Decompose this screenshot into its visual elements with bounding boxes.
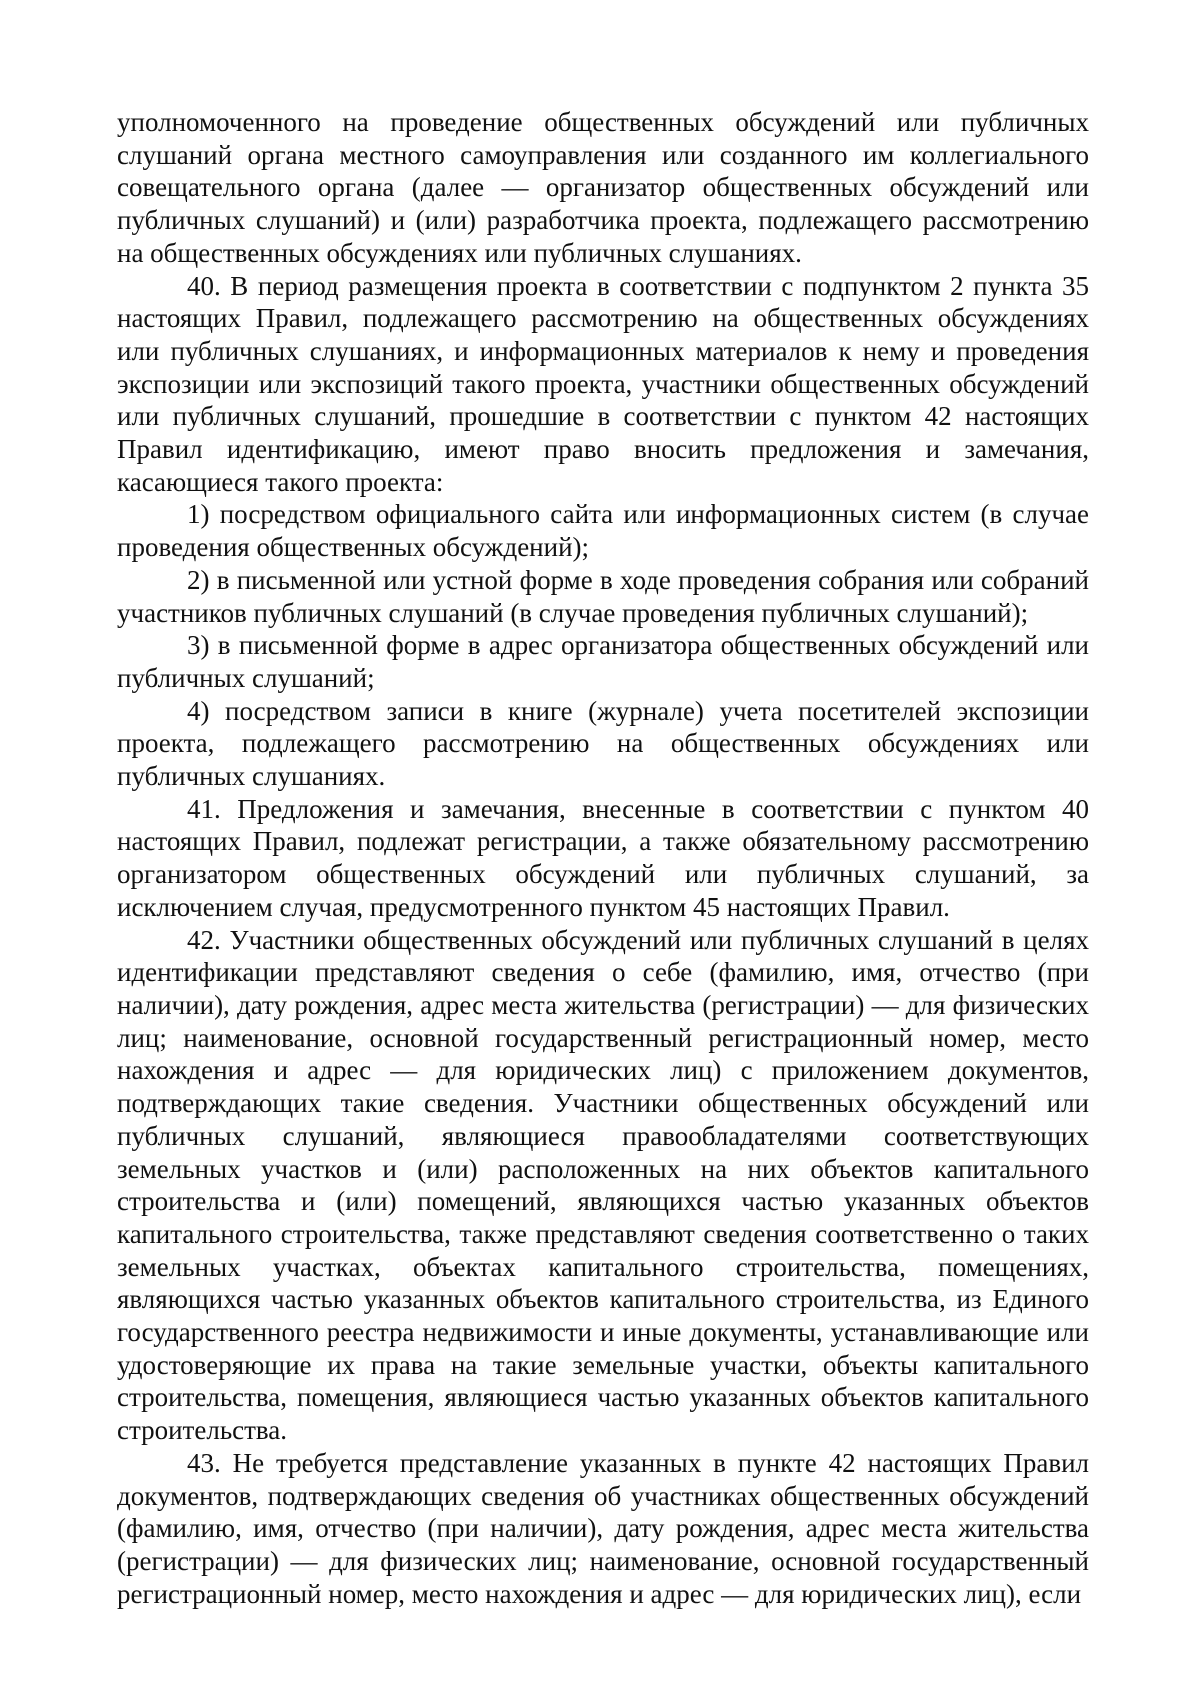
paragraph-40-item-4: 4) посредством записи в книге (журнале) учета посетителей экспозиции проекта, подлежащего рассмотрению на общественных обсуждениях или публичных слушаниях.: [117, 695, 1089, 792]
paragraph-continuation: уполномоченного на проведение общественных обсуждений или публичных слушаний органа местного самоуправления или созданного им коллегиального совещательного органа (далее — организатор общественных обсуждений или публичных слушаний) и (или) разработчика проекта, подлежащего рассмотрению на общественных обсуждениях или публичных слушаниях.: [117, 107, 1089, 268]
paragraph-40-item-2: 2) в письменной или устной форме в ходе проведения собрания или собраний участников публичных слушаний (в случае проведения публичных слушаний);: [117, 564, 1089, 628]
paragraph-40-item-3: 3) в письменной форме в адрес организатора общественных обсуждений или публичных слушаний;: [117, 630, 1089, 693]
paragraph-43: 43. Не требуется представление указанных в пункте 42 настоящих Правил документов, подтверждающих сведения об участниках общественных обсуждений (фамилию, имя, отчество (при наличии), дату рождения, адрес места жительства (регистрации) — для физических лиц; наименование, основной государственный регистрационный номер, место нахождения и адрес — для юридических лиц), если: [117, 1447, 1089, 1609]
paragraph-40: 40. В период размещения проекта в соответствии с подпунктом 2 пункта 35 настоящих Правил, подлежащего рассмотрению на общественных обсуждениях или публичных слушаниях, и информационных материалов к нему и проведения экспозиции или экспозиций такого проекта, участники общественных обсуждений или публичных слушаний, прошедшие в соответствии с пунктом 42 настоящих Правил идентификацию, имеют право вносить предложения и замечания, касающиеся такого проекта:: [117, 270, 1089, 497]
paragraph-41: 41. Предложения и замечания, внесенные в соответствии с пунктом 40 настоящих Правил, подлежат регистрации, а также обязательному рассмотрению организатором общественных обсуждений или публичных слушаний, за исключением случая, предусмотренного пунктом 45 настоящих Правил.: [117, 793, 1089, 922]
paragraph-42: 42. Участники общественных обсуждений или публичных слушаний в целях идентификации представляют сведения о себе (фамилию, имя, отчество (при наличии), дату рождения, адрес места жительства (регистрации) — для физических лиц; наименование, основной государственный регистрационный номер, место нахождения и адрес — для юридических лиц) с приложением документов, подтверждающих такие сведения. Участники общественных обсуждений или публичных слушаний, являющиеся правообладателями соответствующих земельных участков и (или) расположенных на них объектов капитального строительства и (или) помещений, являющихся частью указанных объектов капитального строительства, также представляют сведения соответственно о таких земельных участках, объектах капитального строительства, помещениях, являющихся частью указанных объектов капитального строительства, из Единого государственного реестра недвижимости и иные документы, устанавливающие или удостоверяющие их права на такие земельные участки, объекты капитального строительства, помещения, являющиеся частью указанных объектов капитального строительства.: [117, 924, 1089, 1446]
document-page: [117, 106, 1089, 1610]
paragraph-40-item-1: 1) посредством официального сайта или информационных систем (в случае проведения общественных обсуждений);: [117, 499, 1089, 563]
